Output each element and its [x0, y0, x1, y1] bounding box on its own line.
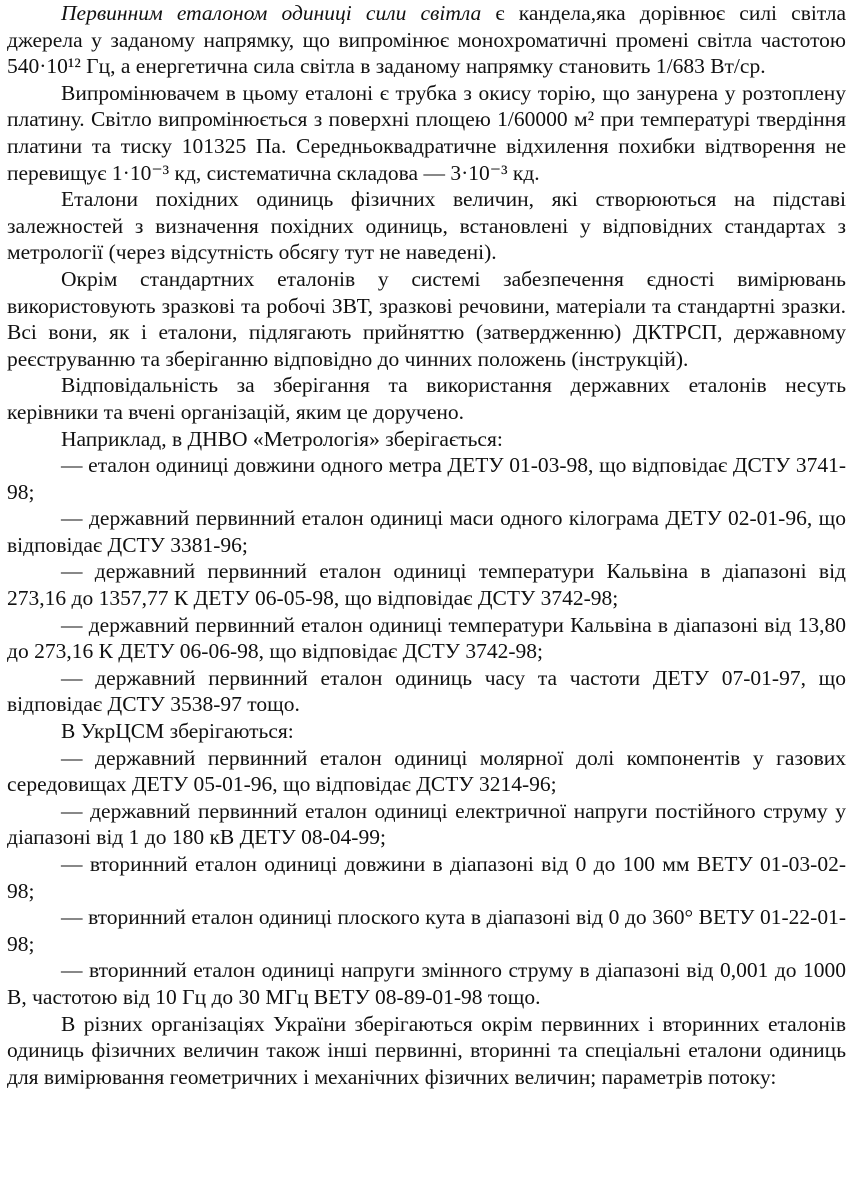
paragraph-dnvo-intro: Наприклад, в ДНВО «Метрологія» зберігається:: [61, 426, 503, 451]
paragraph-derived-units: Еталони похідних одиниць фізичних величин, які створюються на підставі залежностей з визначення похідних одиниць, встановлені у відповідних стандартах з метрології (через відсутність обсягу тут не наведені).: [7, 187, 846, 265]
list-item: — вторинний еталон одиниці довжини в діапазоні від 0 до 100 мм ВЕТУ 01-03-02-98;: [7, 852, 846, 903]
list-item: — державний первинний еталон одиниці температури Кальвіна в діапазоні від 13,80 до 273,16 К ДЕТУ 06-06-98, що відповідає ДСТУ 3742-98;: [7, 612, 846, 664]
paragraph-text: є кандела,яка дорівнює силі світла джерела у заданому напрямку, що випромінює монохроматичні промені світла частотою 540·10¹² Гц, а енергетична сила світла в заданому напрямку становить 1/683 Вт/ср.: [7, 1, 846, 79]
list-item: — державний первинний еталон одиниці температури Кальвіна в діапазоні від 273,16 до 1357,77 К ДЕТУ 06-05-98, що відповідає ДСТУ 3742-98;: [7, 559, 846, 611]
list-item: — еталон одиниці довжини одного метра ДЕТУ 01-03-98, що відповідає ДСТУ 3741-98;: [7, 453, 846, 504]
paragraph-responsibility: Відповідальність за зберігання та використання державних еталонів несуть керівники та вчені організацій, яким це доручено.: [7, 373, 846, 424]
paragraph-emitter: Випромінювачем в цьому еталоні є трубка з окису торію, що занурена у розтоплену платину. Світло випромінюється з поверхні площею 1/60000 м² при температурі твердіння платини та тиску 101325 Па. Середньоквадратичне відхилення похибки відтворення не перевищує 1·10⁻³ кд, систематична складова — 3·10⁻³ кд.: [7, 80, 846, 185]
paragraph-lead-italic: Первинним еталоном одиниці сили світла: [61, 1, 482, 25]
list-item: — вторинний еталон одиниці плоского кута в діапазоні від 0 до 360° ВЕТУ 01-22-01-98;: [7, 905, 846, 956]
list-item: — державний первинний еталон одиниці електричної напруги постійного струму у діапазоні від 1 до 180 кВ ДЕТУ 08-04-99;: [7, 798, 846, 850]
list-item: — державний первинний еталон одиниці маси одного кілограма ДЕТУ 02-01-96, що відповідає ДСТУ 3381-96;: [7, 506, 846, 557]
paragraph-other-organizations: В різних організаціях України зберігаються окрім первинних і вторинних еталонів одиниць фізичних величин також інші первинні, вторинні та спеціальні еталони одиниць для вимірювання геометричних і механічних фізичних величин; параметрів потоку:: [7, 1011, 846, 1089]
paragraph-standard-etalons: Окрім стандартних еталонів у системі забезпечення єдності вимірювань використовують зразкові та робочі ЗВТ, зразкові речовини, матеріали та стандартні зразки. Всі вони, як і еталони, підлягають прийняттю (затвердженню) ДКТРСП, державному реєструванню та зберіганню відповідно до чинних положень (інструкцій).: [7, 266, 846, 371]
list-item: — державний первинний еталон одиниці молярної долі компонентів у газових середовищах ДЕТУ 05-01-96, що відповідає ДСТУ 3214-96;: [7, 745, 846, 797]
list-item: — державний первинний еталон одиниць часу та частоти ДЕТУ 07-01-97, що відповідає ДСТУ 3538-97 тощо.: [7, 665, 846, 717]
paragraph-ukrcsm-intro: В УкрЦСМ зберігаються:: [61, 719, 294, 744]
list-item: — вторинний еталон одиниці напруги змінного струму в діапазоні від 0,001 до 1000 В, частотою від 10 Гц до 30 МГц ВЕТУ 08-89-01-98 тощо.: [7, 958, 846, 1009]
paragraph-primary-candela: [7, 0, 846, 80]
